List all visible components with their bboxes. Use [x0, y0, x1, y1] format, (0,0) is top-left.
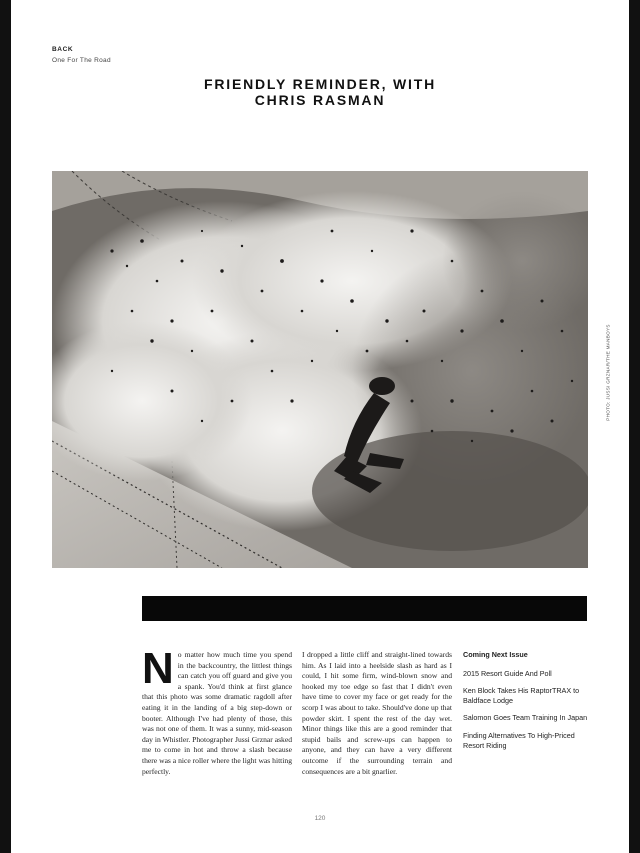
photo-illustration	[52, 171, 588, 568]
coming-next-item: Finding Alternatives To High-Priced Resort Riding	[463, 730, 575, 750]
coming-next-item: Salomon Goes Team Training In Japan	[463, 713, 588, 723]
coming-next-heading: Coming Next Issue	[463, 650, 528, 659]
dropcap: N	[142, 644, 174, 693]
article-title	[111, 76, 529, 108]
section-subtitle: One For The Road	[52, 57, 111, 64]
article-title-line-2: CHRIS RASMAN	[254, 92, 386, 108]
magazine-page	[11, 0, 629, 853]
article-title-line-1: FRIENDLY REMINDER, WITH	[204, 76, 436, 92]
photo-credit-text: PHOTO: JUSSI GRZNAR/THE MANBOYS	[605, 324, 611, 421]
photo-credit	[603, 320, 613, 430]
page-number: 120	[314, 815, 326, 822]
coming-next-item: Ken Block Takes His RaptorTRAX to Baldface Lodge	[463, 686, 580, 705]
article-column-2	[302, 650, 452, 777]
snowboard-crash-photo	[52, 171, 588, 568]
article-column-1	[142, 644, 292, 777]
black-bar	[142, 596, 587, 621]
article-body-2: I dropped a little cliff and straight-lined towards him. As I laid into a heelside slash as hard as I could, I hit some firm, wind-blown snow and hooked my toe edge so fast that I didn't even have time to cover my face or get ready for the scorp I was about to take. Should've done up that powder skirt. I spent the rest of the day wet. Minor things like this are a good reminder that stupid bails and screw-ups can happen to anyone, and they can have a very different outcome if the surrounding terrain and consequences are a bit gnarlier.	[302, 650, 452, 776]
article-body-1: o matter how much time you spend in the backcountry, the littlest things can catch you off guard and give you a spank. You'd think at first glance that this photo was some dramatic ragdoll after eating it in the landing of a big step-down or booter. Although I've had plenty of those, this was not one of them. It was a sunny, mid-season day in Whistler. Photographer Jussi Grznar asked me to come in hot and throw a slash because there was a nice roller where the light was hitting perfectly.	[142, 650, 292, 776]
coming-next-item: 2015 Resort Guide And Poll	[463, 668, 552, 678]
coming-next-issue	[463, 650, 593, 758]
section-label: BACK	[52, 46, 74, 53]
